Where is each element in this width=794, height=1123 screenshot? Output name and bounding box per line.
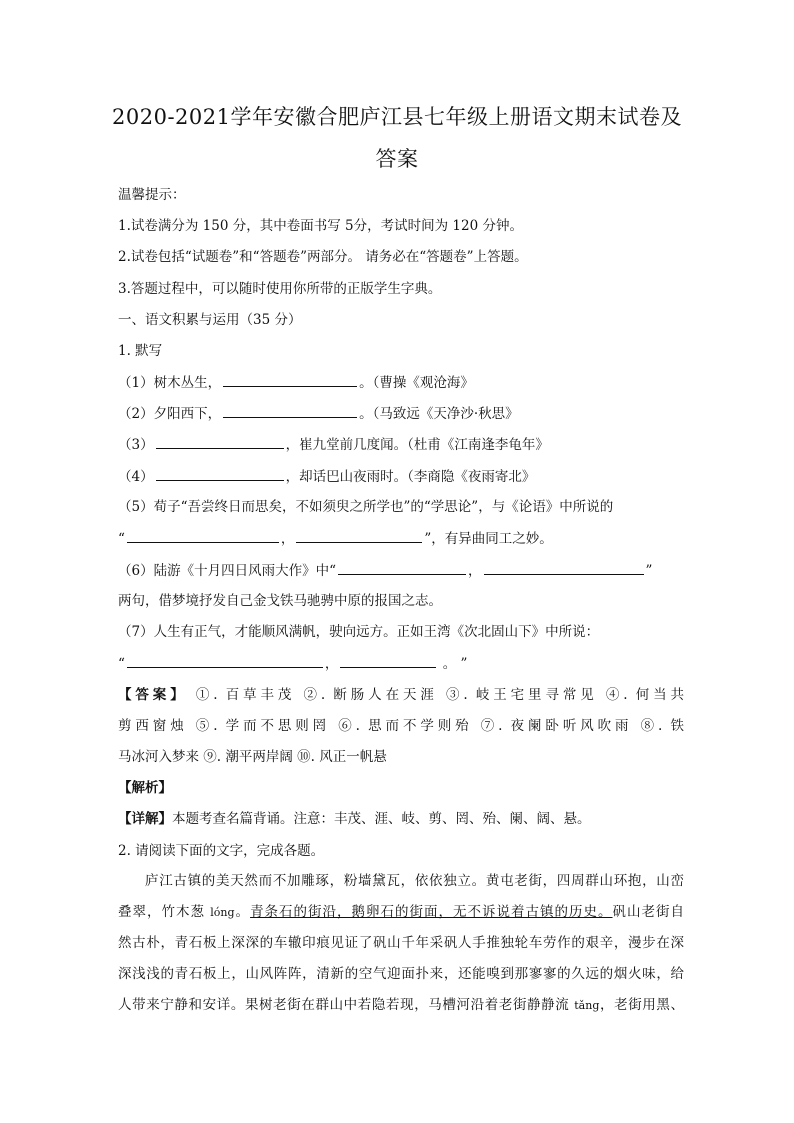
section-heading: 一、语文积累与运用（35 分） (118, 312, 302, 328)
q1-item-6-prefix: （6）陆游《十月四日风雨大作》中“ (118, 563, 336, 579)
close-quote: ” (645, 563, 653, 579)
passage-text: 叠翠，竹木葱 (118, 904, 211, 920)
underlined-sentence: 青条石的街沿，鹅卵石的街面，无不诉说着古镇的历史。 (250, 904, 613, 920)
answer-label: 【答案】 (118, 687, 188, 703)
comma: ， (280, 531, 295, 547)
answer-text-1: ①. 百草丰茂 ②. 断肠人在天涯 ③. 岐王宅里寻常见 ④. 何当共 (195, 687, 685, 703)
passage-line-1: 庐江古镇的美天然而不加雕琢，粉墙黛瓦，依依独立。黄屯老街，四周群山环抱，山峦 (145, 873, 684, 889)
document-title-line2: 答案 (375, 147, 419, 171)
answer-blank[interactable] (296, 527, 422, 543)
tips-item-2: 2.试卷包括“试题卷”和“答题卷”两部分。 请务必在“答题卷”上答题。 (118, 249, 528, 265)
q1-item-4-suffix: ，却话巴山夜雨时。（李商隐《夜雨寄北》 (285, 469, 536, 485)
reading-passage (118, 866, 684, 1021)
answer-blank[interactable] (127, 527, 279, 543)
answer-blank[interactable] (338, 559, 466, 575)
q1-item-7-line-2 (118, 652, 684, 675)
q1-item-3-suffix: ，崔九堂前几度闻。（杜甫《江南逢李龟年》 (285, 437, 549, 453)
passage-line-4: 深浅浅的青石板上，山风阵阵，清新的空气迎面扑来，还能嗅到那寥寥的久远的烟火味，给 (118, 966, 684, 982)
answer-blank[interactable] (340, 652, 436, 668)
q1-item-2-prefix: （2）夕阳西下， (118, 406, 222, 422)
passage-text: 人带来宁静和安详。果树老街在群山中若隐若现，马槽河沿着老街静静流 (118, 997, 575, 1013)
q1-item-6-line-2: 两句，借梦境抒发自己金戈铁马驰骋中原的报国之志。 (118, 593, 442, 609)
document-title-line1: 2020-2021学年安徽合肥庐江县七年级上册语文期末试卷及 (112, 105, 682, 129)
close-quote: 。 ” (438, 656, 468, 672)
answer-blank[interactable] (484, 559, 644, 575)
comma: ， (468, 563, 482, 579)
q1-item-1-prefix: （1）树木丛生， (118, 375, 222, 391)
q1-item-2-suffix: 。（马致远《天净沙·秋思》 (359, 406, 519, 422)
q1-item-5-line-1: （5）荀子“吾尝终日而思矣，不如须臾之所学也”的“学思论”，与《论语》中所说的 (118, 499, 614, 515)
q1-item-6-line-1 (118, 559, 684, 582)
detail-label: 【详解】 (118, 811, 172, 827)
pinyin: tǎng (574, 999, 600, 1012)
passage-text: 。 (234, 904, 251, 920)
q1-item-3-prefix: （3） (118, 437, 154, 453)
answer-blank[interactable] (156, 465, 284, 481)
passage-text: ，老街用黑、 (599, 997, 685, 1013)
q1-item-4 (118, 465, 684, 488)
tips-item-1: 1.试卷满分为 150 分，其中卷面书写 5分，考试时间为 120 分钟。 (118, 218, 523, 234)
q1-item-5-line-2 (118, 527, 684, 550)
answer-block (118, 680, 684, 773)
answer-blank[interactable] (127, 652, 323, 668)
passage-line-3: 然古朴，青石板上深深的车辙印痕见证了矾山千年采矾人手推独轮车劳作的艰辛，漫步在深 (118, 935, 684, 951)
q1-item-4-prefix: （4） (118, 469, 154, 485)
detail-text: 本题考查名篇背诵。注意：丰茂、涯、岐、剪、罔、殆、阑、阔、悬。 (172, 811, 591, 827)
answer-line-3: 马冰河入梦来 ⑨. 潮平两岸阔 ⑩. 风正一帆悬 (118, 749, 387, 765)
q1-item-5-suffix: ”，有异曲同工之妙。 (424, 531, 553, 547)
tips-heading: 温馨提示： (118, 187, 186, 203)
answer-line-2: 剪西窗烛 ⑤. 学而不思则罔 ⑥. 思而不学则殆 ⑦. 夜阑卧听风吹雨 ⑧. 铁 (118, 718, 684, 734)
comma: ， (324, 656, 339, 672)
question-1-heading: 1. 默写 (118, 343, 163, 359)
answer-blank[interactable] (156, 433, 284, 449)
tips-item-3: 3.答题过程中，可以随时使用你所带的正版学生字典。 (118, 281, 442, 297)
question-2-heading: 2. 请阅读下面的文字，完成各题。 (118, 843, 325, 859)
q1-item-1 (118, 371, 684, 394)
passage-line-2 (118, 897, 684, 928)
q1-item-2 (118, 402, 684, 425)
open-quote: “ (118, 531, 125, 547)
pinyin: lóng (210, 906, 235, 919)
answer-line-1 (118, 680, 684, 711)
open-quote: “ (118, 656, 125, 672)
q1-item-3 (118, 433, 684, 456)
answer-blank[interactable] (223, 371, 357, 387)
analysis-label: 【解析】 (118, 780, 172, 796)
passage-line-5 (118, 990, 684, 1021)
q1-item-7-line-1: （7）人生有正气，才能顺风满帆，驶向远方。正如王湾《次北固山下》中所说： (118, 624, 600, 640)
analysis-detail (118, 808, 684, 830)
passage-text: 矾山老街自 (612, 904, 685, 920)
answer-blank[interactable] (223, 402, 357, 418)
q1-item-1-suffix: 。（曹操《观沧海》 (359, 375, 474, 391)
